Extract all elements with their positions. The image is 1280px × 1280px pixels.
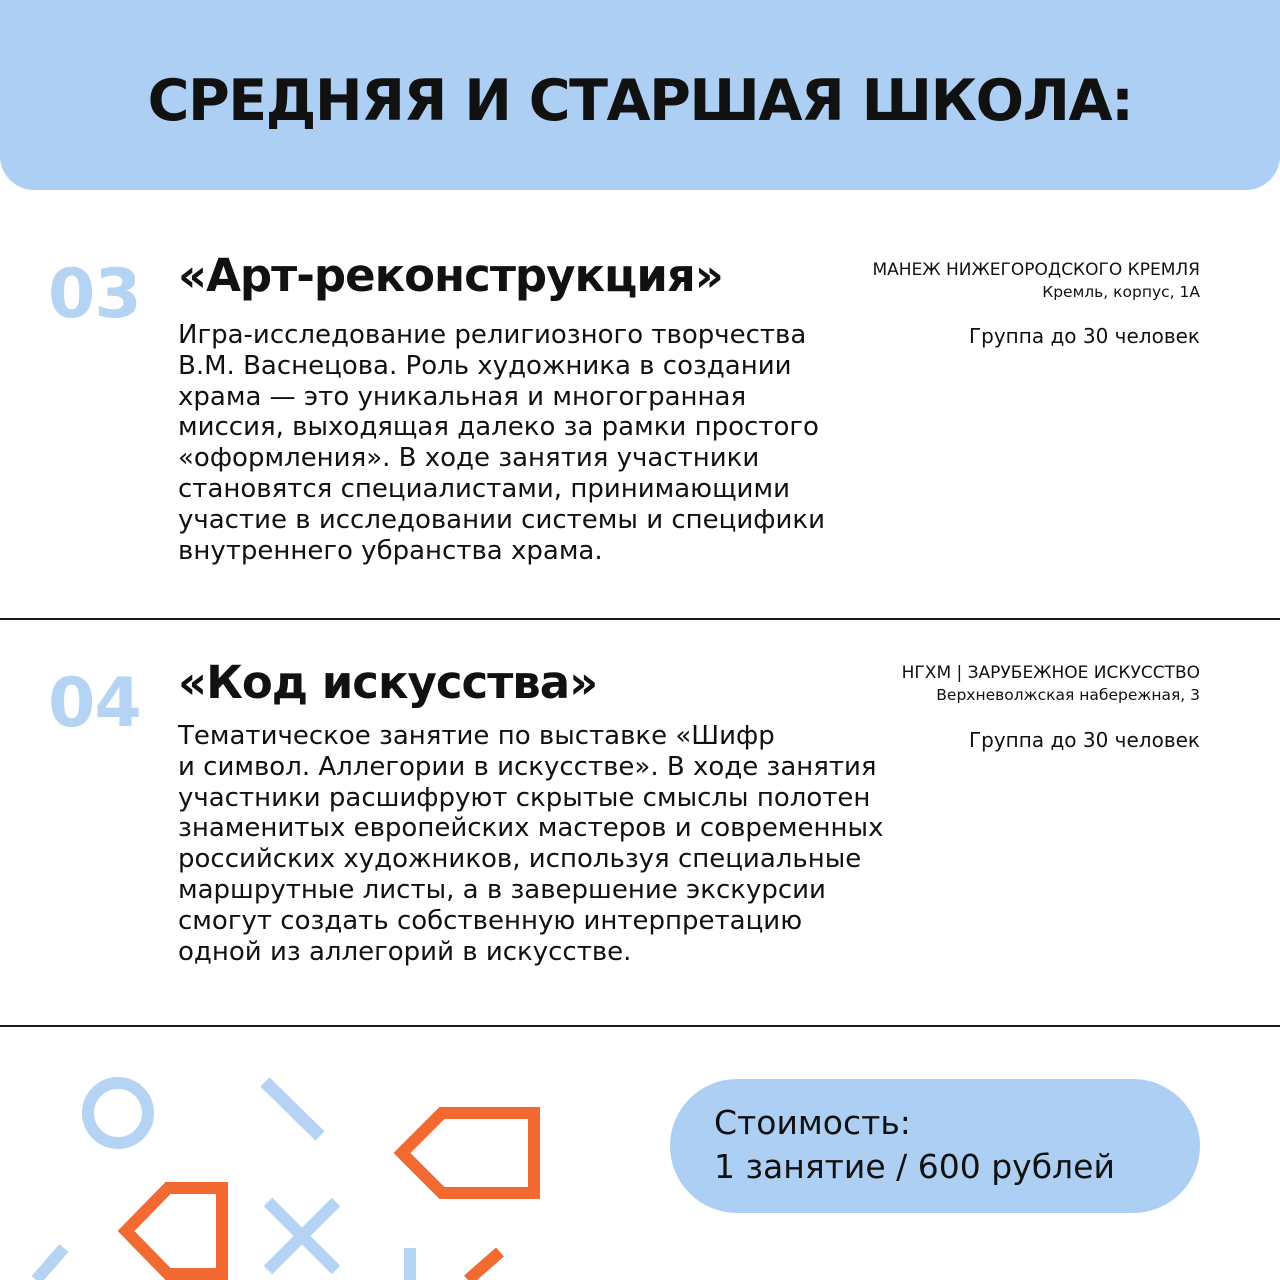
program-number: 03 bbox=[48, 255, 141, 334]
description-line: участие в исследовании системы и специфики bbox=[178, 504, 825, 535]
description-line: становятся специалистами, принимающими bbox=[178, 473, 790, 504]
decorative-shapes bbox=[0, 1030, 640, 1280]
program-description bbox=[178, 721, 958, 967]
chevron-icon bbox=[468, 1252, 500, 1280]
program-title: «Арт-реконструкция» bbox=[178, 249, 723, 302]
section-divider bbox=[0, 1025, 1280, 1027]
description-line: миссия, выходящая далеко за рамки простого bbox=[178, 412, 819, 443]
description-line: Игра-исследование религиозного творчества bbox=[178, 320, 807, 350]
description-line: участники расшифруют скрытые смыслы полотен bbox=[178, 782, 871, 813]
slash-icon bbox=[36, 1248, 64, 1280]
program-address: Верхневолжская набережная, 3 bbox=[936, 686, 1200, 704]
program-venue: НГХМ | ЗАРУБЕЖНОЕ ИСКУССТВО bbox=[901, 663, 1200, 683]
header-banner bbox=[0, 0, 1280, 190]
description-line: знаменитых европейских мастеров и современных bbox=[178, 813, 884, 844]
price-label: Стоимость: bbox=[714, 1103, 911, 1142]
program-section-04 bbox=[0, 645, 1280, 1015]
description-line: и символ. Аллегории в искусстве». В ходе занятия bbox=[178, 751, 877, 782]
house-tag-icon bbox=[126, 1188, 222, 1274]
description-line: «оформления». В ходе занятия участники bbox=[178, 443, 760, 474]
description-line: смогут создать собственную интерпретацию bbox=[178, 905, 803, 936]
price-value: 1 занятие / 600 рублей bbox=[714, 1147, 1115, 1186]
program-venue: МАНЕЖ НИЖЕГОРОДСКОГО КРЕМЛЯ bbox=[872, 260, 1200, 280]
page-title: СРЕДНЯЯ И СТАРШАЯ ШКОЛА: bbox=[147, 68, 1133, 134]
description-line: внутреннего убранства храма. bbox=[178, 535, 603, 566]
house-tag-icon bbox=[402, 1113, 534, 1193]
circle-icon bbox=[88, 1083, 148, 1143]
program-address: Кремль, корпус, 1А bbox=[1042, 283, 1200, 301]
description-line: Тематическое занятие по выставке «Шифр bbox=[178, 721, 775, 751]
description-line: российских художников, используя специальные bbox=[178, 844, 862, 875]
program-section-03 bbox=[0, 240, 1280, 610]
program-description bbox=[178, 320, 958, 566]
program-number: 04 bbox=[48, 664, 141, 743]
price-badge bbox=[670, 1079, 1200, 1213]
program-group-size: Группа до 30 человек bbox=[968, 728, 1200, 752]
description-line: маршрутные листы, а в завершение экскурсии bbox=[178, 874, 826, 905]
description-line: храма — это уникальная и многогранная bbox=[178, 381, 747, 412]
program-group-size: Группа до 30 человек bbox=[968, 324, 1200, 348]
slash-icon bbox=[265, 1082, 320, 1136]
cross-icon bbox=[268, 1202, 336, 1270]
program-title: «Код искусства» bbox=[178, 656, 598, 709]
section-divider bbox=[0, 618, 1280, 620]
description-line: одной из аллегорий в искусстве. bbox=[178, 936, 632, 967]
description-line: В.М. Васнецова. Роль художника в создании bbox=[178, 350, 792, 381]
